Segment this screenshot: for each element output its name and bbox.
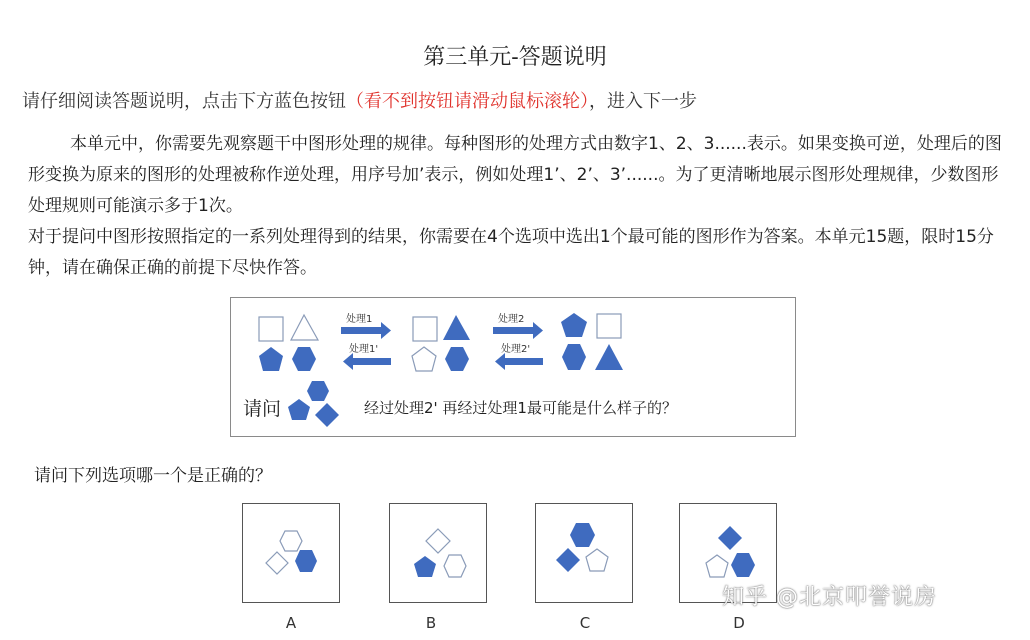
pentagon-outline: [706, 555, 728, 577]
arrows-op1: [341, 312, 391, 370]
triangle-filled: [595, 344, 623, 370]
ask-label: 请问: [243, 398, 282, 420]
triangle-outline: [291, 315, 318, 340]
option-b-label: B: [425, 614, 437, 632]
hexagon-filled: [307, 381, 329, 401]
diamond-outline: [426, 529, 450, 553]
instruction-suffix: ，进入下一步: [589, 91, 697, 112]
square-outline: [259, 317, 283, 341]
pentagon-filled: [414, 556, 436, 577]
op1-label: 处理1: [346, 314, 373, 325]
arrow-right-op2: [493, 327, 533, 334]
op2-inverse-label: 处理2': [501, 344, 531, 355]
pentagon-filled: [288, 399, 310, 420]
op1-inverse-label: 处理1': [349, 344, 379, 355]
page-title: 第三单元-答题说明: [423, 45, 607, 70]
arrow-left-op2-head: [495, 353, 505, 370]
arrow-left-op2: [505, 358, 543, 365]
option-c[interactable]: [535, 503, 633, 603]
question-text: 请问下列选项哪一个是正确的？: [34, 466, 272, 486]
hexagon-outline: [444, 555, 466, 577]
hexagon-filled: [445, 347, 469, 371]
option-a-label: A: [285, 614, 297, 632]
option-d-label: D: [733, 614, 745, 632]
diamond-filled: [315, 403, 339, 427]
arrow-right-op1: [341, 327, 381, 334]
question-shape-group: [288, 381, 339, 427]
square-outline: [597, 314, 621, 338]
diamond-filled: [556, 548, 580, 572]
instruction-line: [22, 87, 697, 113]
instruction-prefix: 请仔细阅读答题说明，点击下方蓝色按钮: [22, 91, 346, 112]
intro-paragraph-2: 对于提问中图形按照指定的一系列处理得到的结果，你需要在4个选项中选出1个最可能的图形作为答案。本单元15题，限时15分钟，请在确保正确的前提下尽快作答。: [28, 227, 994, 278]
arrow-right-op2-head: [533, 322, 543, 339]
diamond-filled: [718, 526, 742, 550]
arrows-op2: [493, 312, 543, 370]
intro-paragraph-1: 本单元中，你需要先观察题干中图形处理的规律。每种图形的处理方式由数字1、2、3......表示。如果变换可逆，处理后的图形变换为原来的图形的处理被称作逆处理，用序号加’表示，例如处理1’、2’、3’......。为了更清晰地展示图形处理规律，少数图形处理规则可能演示多于1次。: [28, 134, 1002, 216]
diamond-outline: [266, 552, 288, 574]
shape-group-original: [259, 315, 318, 371]
hexagon-filled: [570, 523, 595, 547]
arrow-right-op1-head: [381, 322, 391, 339]
shape-group-after-op1: [412, 315, 470, 371]
pentagon-filled: [259, 347, 283, 371]
pentagon-outline: [586, 549, 608, 571]
option-a-figure: [243, 504, 341, 604]
option-c-label: C: [579, 614, 591, 632]
square-outline: [413, 317, 437, 341]
hexagon-filled: [731, 553, 755, 577]
op2-label: 处理2: [498, 314, 525, 325]
option-a[interactable]: [242, 503, 340, 603]
pentagon-outline: [412, 347, 436, 371]
example-box: [230, 297, 796, 437]
triangle-filled: [443, 315, 470, 340]
option-c-figure: [536, 504, 634, 604]
example-diagram: [231, 298, 797, 438]
pentagon-filled: [561, 313, 587, 337]
hexagon-filled: [295, 550, 317, 572]
instruction-highlight: （看不到按钮请滑动鼠标滚轮）: [346, 91, 589, 112]
hexagon-filled: [562, 344, 586, 370]
watermark: 知乎 @北京叩誉说房: [722, 585, 937, 610]
option-b-figure: [390, 504, 488, 604]
intro-text: [28, 129, 1003, 284]
shape-group-after-op2: [561, 313, 623, 370]
hexagon-filled: [292, 347, 316, 371]
option-b[interactable]: [389, 503, 487, 603]
arrow-left-op1: [353, 358, 391, 365]
arrow-left-op1-head: [343, 353, 353, 370]
hexagon-outline: [280, 531, 302, 551]
ask-text: 经过处理2' 再经过处理1最可能是什么样子的？: [364, 399, 677, 417]
